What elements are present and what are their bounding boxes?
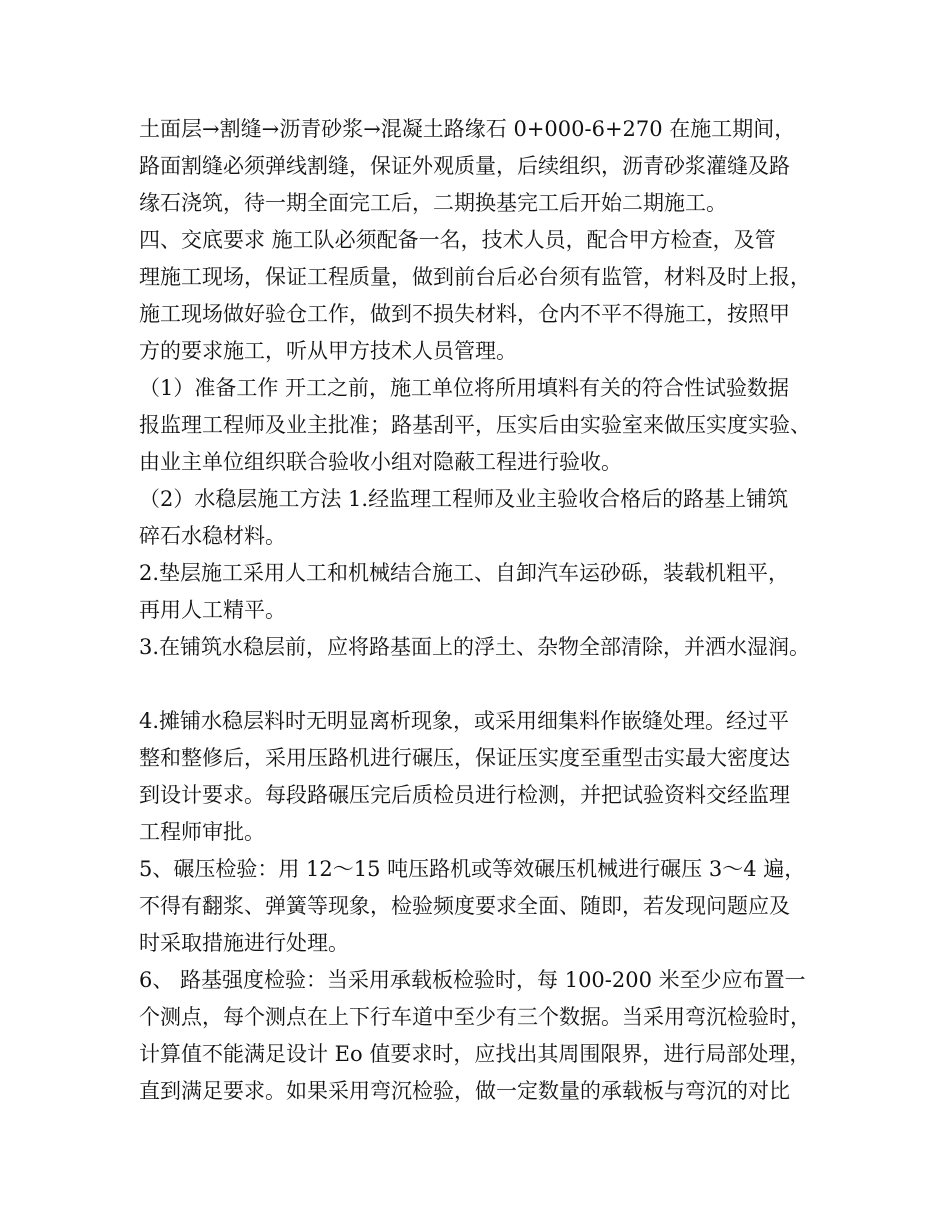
text-line: 整和整修后，采用压路机进行碾压，保证压实度至重型击实最大密度达 (139, 746, 790, 770)
text-line: 再用人工精平。 (139, 598, 286, 622)
text-line: 土面层→割缝→沥青砂浆→混凝土路缘石 0+000-6+270 在施工期间， (139, 117, 796, 141)
text-line: 四、交底要求 施工队必须配备一名，技术人员，配合甲方检查，及管 (139, 228, 776, 252)
text-line: 直到满足要求。如果采用弯沉检验，做一定数量的承载板与弯沉的对比 (139, 1079, 790, 1103)
text-line: （1）准备工作 开工之前，施工单位将所用填料有关的符合性试验数据 (139, 376, 790, 400)
text-line: 2.垫层施工采用人工和机械结合施工、自卸汽车运砂砾，装载机粗平， (139, 561, 790, 585)
text-line: 缘石浇筑，待一期全面完工后，二期换基完工后开始二期施工。 (139, 191, 727, 215)
text-line: 6、 路基强度检验：当采用承载板检验时，每 100-200 米至少应布置一 (139, 968, 806, 992)
text-line: 不得有翻浆、弹簧等现象，检验频度要求全面、随即，若发现问题应及 (139, 894, 790, 918)
text-line: 施工现场做好验仓工作，做到不损失材料，仓内不平不得施工，按照甲 (139, 302, 790, 326)
text-line: 计算值不能满足设计 Eo 值要求时，应找出其周围限界，进行局部处理， (139, 1042, 811, 1066)
text-line: 工程师审批。 (139, 820, 265, 844)
text-line: 报监理工程师及业主批准；路基刮平，压实后由实验室来做压实度实验、 (139, 413, 811, 437)
text-line: 方的要求施工，听从甲方技术人员管理。 (139, 339, 517, 363)
text-line: 理施工现场，保证工程质量，做到前台后必台须有监管，材料及时上报， (139, 265, 811, 289)
text-line: （2）水稳层施工方法 1.经监理工程师及业主验收合格后的路基上铺筑 (139, 487, 789, 511)
text-line: 4.摊铺水稳层料时无明显离析现象，或采用细集料作嵌缝处理。经过平 (139, 709, 790, 733)
text-line: 个测点，每个测点在上下行车道中至少有三个数据。当采用弯沉检验时， (139, 1005, 811, 1029)
text-line: 由业主单位组织联合验收小组对隐蔽工程进行验收。 (139, 450, 622, 474)
text-line: 路面割缝必须弹线割缝，保证外观质量，后续组织，沥青砂浆灌缝及路 (139, 154, 790, 178)
text-line: 碎石水稳材料。 (139, 524, 286, 548)
text-line: 5、碾压检验：用 12～15 吨压路机或等效碾压机械进行碾压 3～4 遍， (139, 857, 806, 881)
text-line: 到设计要求。每段路碾压完后质检员进行检测，并把试验资料交经监理 (139, 783, 790, 807)
text-line: 3.在铺筑水稳层前，应将路基面上的浮土、杂物全部清除，并洒水湿润。 (139, 635, 811, 659)
text-line: 时采取措施进行处理。 (139, 931, 349, 955)
